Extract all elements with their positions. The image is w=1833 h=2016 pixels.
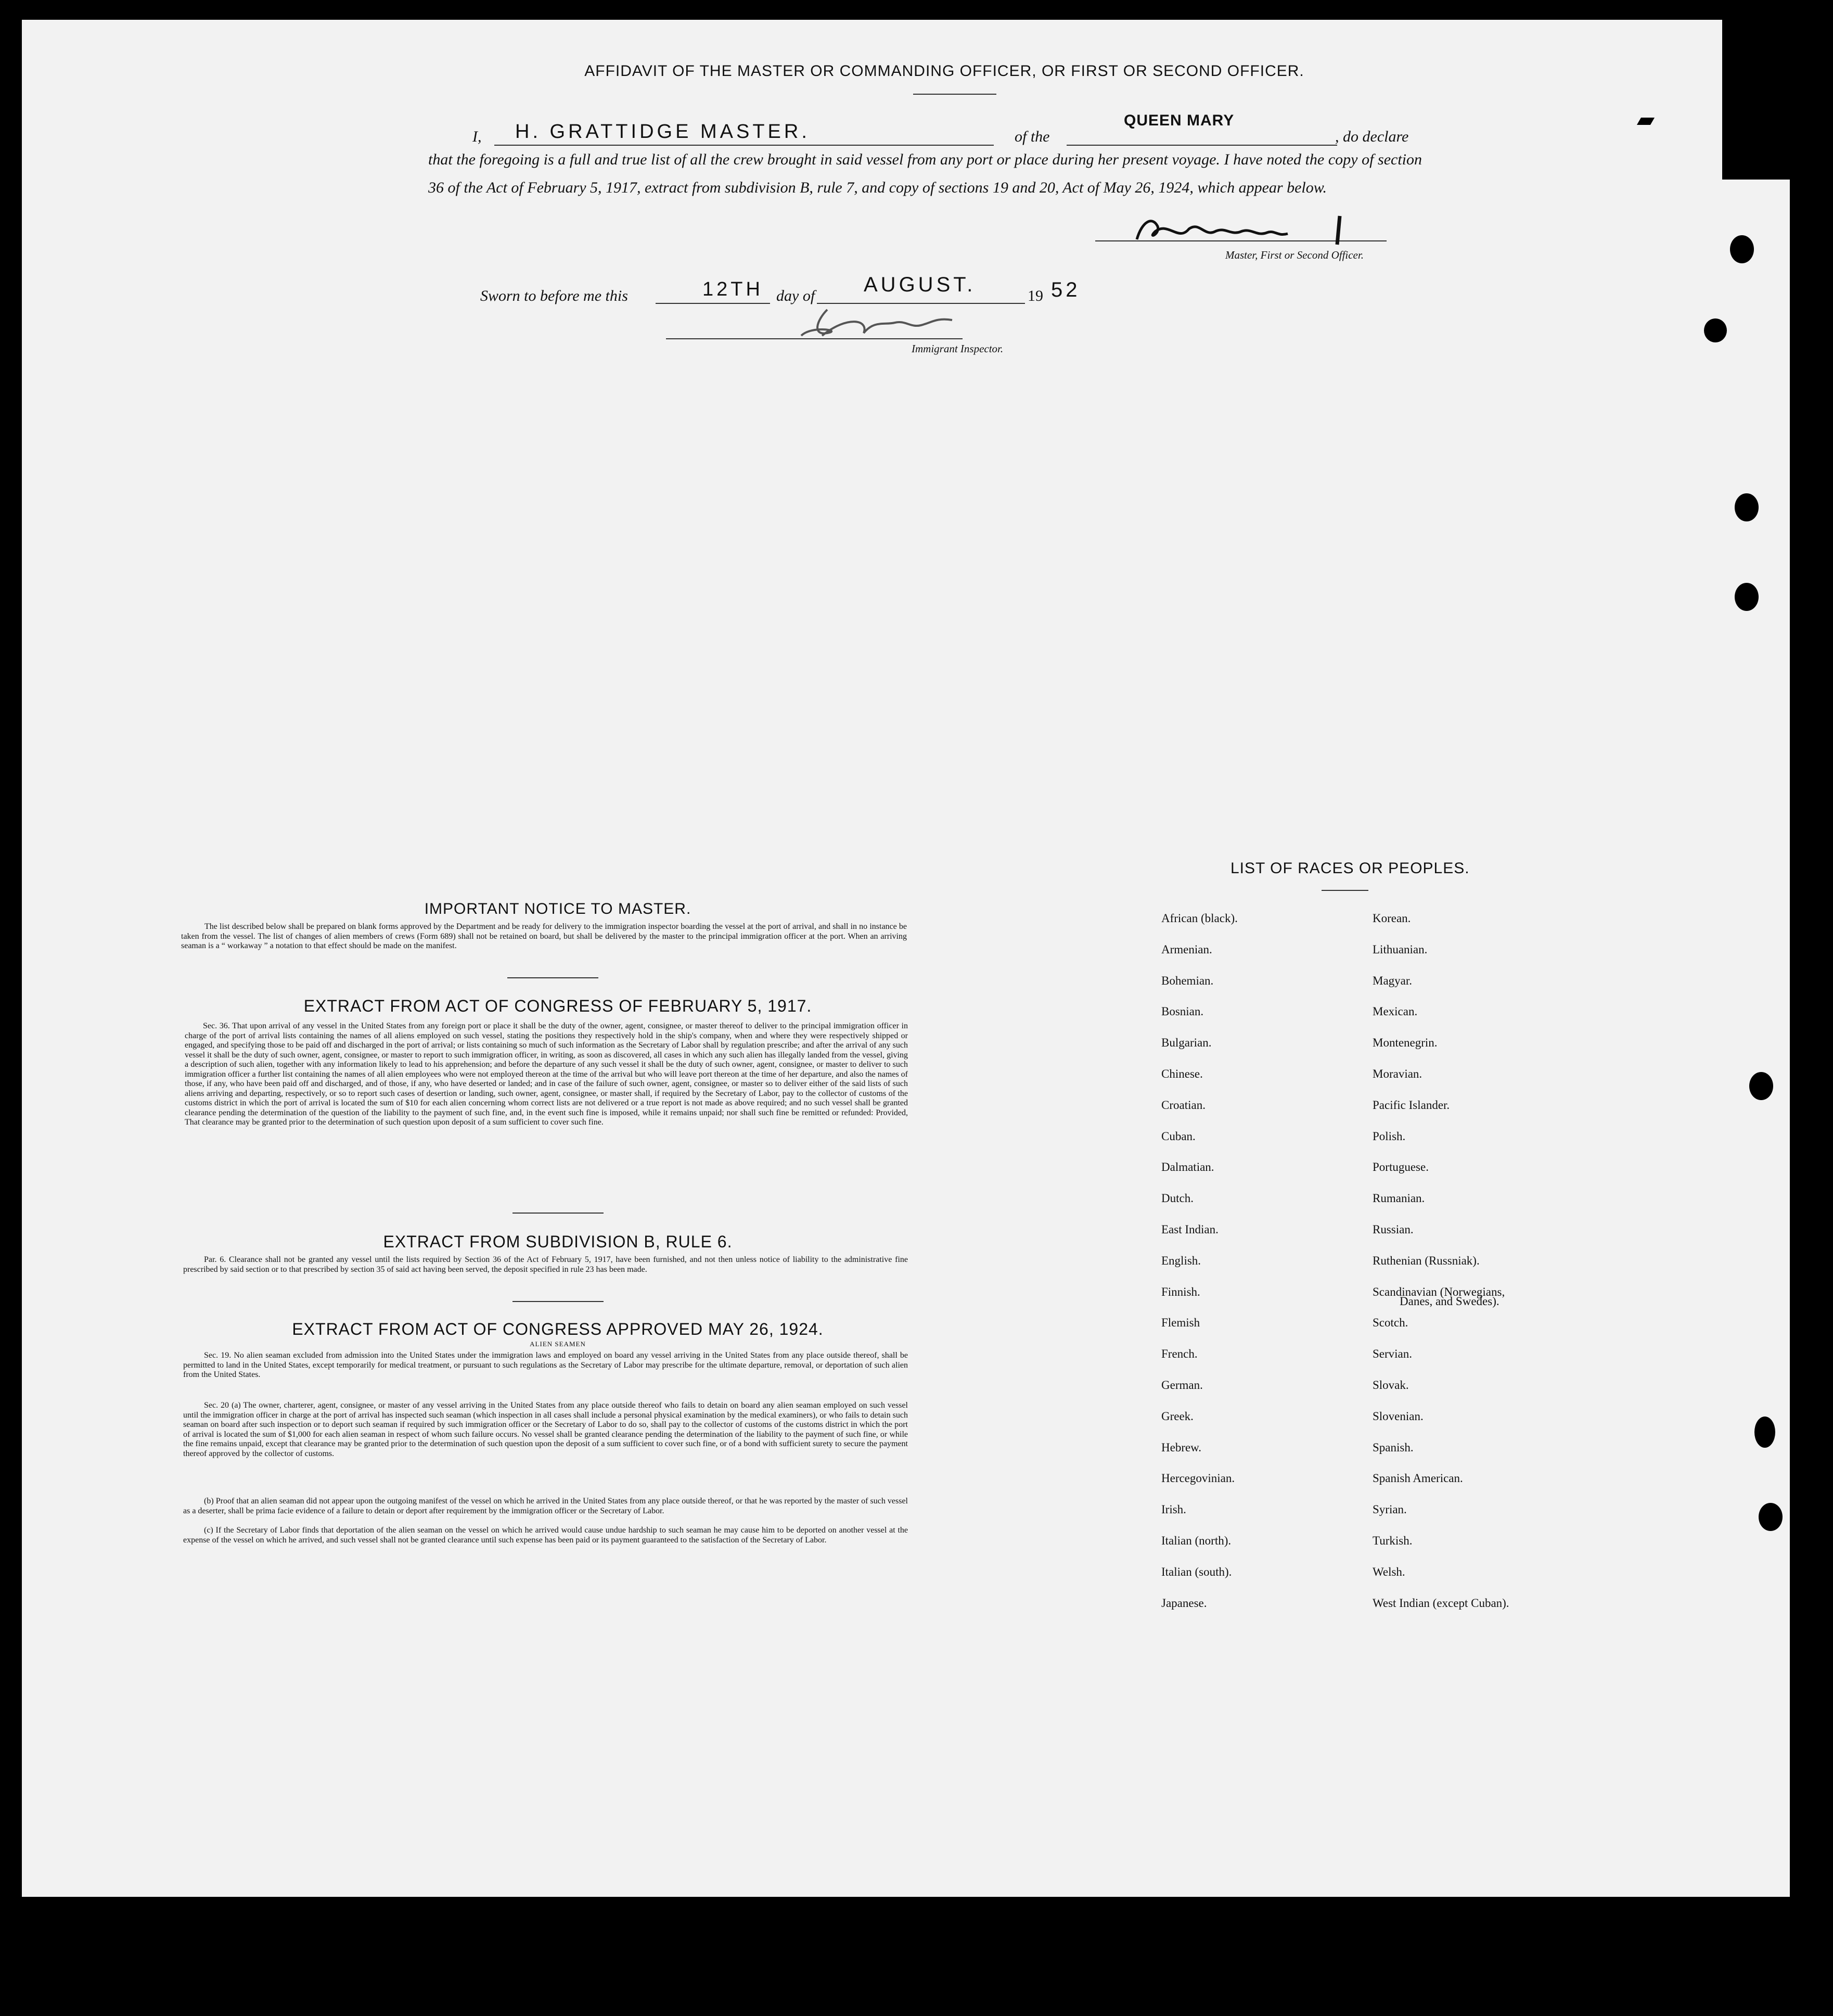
race-item-right: Scandinavian (Norwegians,	[1373, 1285, 1505, 1298]
race-item-right: Syrian.	[1373, 1503, 1407, 1516]
sworn-day: 12TH	[702, 278, 763, 300]
race-item-right: Polish.	[1373, 1129, 1406, 1143]
extract-1917-text: Sec. 36. That upon arrival of any vessel in the United States from any foreign port or place it shall be the duty of the owner, agent, consignee, or master thereof to deliver to the principal immigration officer in charge of the port of arrival lists containing the names of all aliens employed on such vessel, stating the positions they respectively hold in the ship's company, when and where they were respectively shipped or engaged, and specifying those to be paid off and discharged in the port of arrival; or lists containing so much of such information as the Secretary of Labor shall by regulation prescribe; and after the arrival of any such vessel it shall be the duty of such owner, agent, consignee, or master to report to such immigration officer, in writing, as soon as discovered, all cases in which any such alien has illegally landed from the vessel, giving a description of such alien, together with any information likely to lead to his apprehension; and before the departure of any such vessel it shall be the duty of such owner, agent, consignee, or master to deliver to such immigration officer a further list containing the names of all alien employees who were not employed thereon at the time of the arrival but who will leave port thereon at the time of her departure, and also the names of those, if any, who have been paid off and discharged, and of those, if any, who have deserted or landed; and in case of the failure of such owner, agent, consignee, or master so to deliver either of the said lists of such aliens arriving and departing, respectively, or so to report such cases of desertion or landing, such owner, agent, consignee, or master shall, if required by the Secretary of Labor, pay to the collector of customs of the customs district in which the port of arrival is located the sum of $10 for each alien concerning whom correct lists are not delivered or a true report is not made as above required; and no such vessel shall be granted clearance pending the determination of the question of the liability to the payment of such fine, and, in the event such fine is imposed, while it remains unpaid; nor shall such fine be remitted or refunded: Provided, That clearance may be granted prior to the determination of such question upon deposit of a sum sufficient to cover such fine.	[185, 1022, 908, 1127]
affidavit-body: that the foregoing is a full and true list of all the crew brought in said vessel from any port or place during her present voyage. I have noted the copy of section 36 of the Act of February 5, 1917, extract from subdivision B, rule 7, and copy of sections 19 and 20, Act of May 26, 1924, which appear below.	[428, 151, 1422, 196]
race-item-left: Armenian.	[1161, 942, 1212, 956]
subdivision-title: EXTRACT FROM SUBDIVISION B, RULE 6.	[383, 1232, 733, 1251]
sworn-month: AUGUST.	[864, 273, 976, 296]
race-item-right: Pacific Islander.	[1373, 1098, 1450, 1112]
i-label: I,	[472, 128, 482, 145]
race-item-right: Welsh.	[1373, 1565, 1405, 1578]
race-scandinavian-continued: Danes, and Swedes).	[1400, 1295, 1499, 1308]
binder-hole	[1754, 1417, 1775, 1448]
race-item-left: Bosnian.	[1161, 1005, 1204, 1018]
race-item-right: Ruthenian (Russniak).	[1373, 1254, 1480, 1267]
race-item-left: Chinese.	[1161, 1067, 1203, 1080]
race-item-right: Slovak.	[1373, 1379, 1409, 1392]
race-item-left: Dalmatian.	[1161, 1160, 1214, 1174]
race-item-left: Italian (south).	[1161, 1565, 1232, 1578]
race-item-right: Scotch.	[1373, 1316, 1408, 1330]
extract-1917-rule	[512, 1213, 604, 1214]
race-item-left: Dutch.	[1161, 1192, 1194, 1205]
race-item-right: Moravian.	[1373, 1067, 1422, 1080]
day-of-label: day of	[776, 287, 815, 304]
race-item-right: Turkish.	[1373, 1534, 1413, 1547]
do-declare: , do declare	[1335, 128, 1409, 145]
race-item-left: French.	[1161, 1347, 1198, 1361]
race-item-left: English.	[1161, 1254, 1201, 1267]
race-item-left: Japanese.	[1161, 1596, 1207, 1610]
subdivision-rule	[512, 1301, 604, 1302]
race-item-left: Bulgarian.	[1161, 1036, 1212, 1050]
race-item-left: East Indian.	[1161, 1223, 1219, 1236]
race-item-right: Slovenian.	[1373, 1409, 1424, 1423]
race-item-left: Hercegovinian.	[1161, 1472, 1235, 1485]
race-item-right: Spanish American.	[1373, 1472, 1463, 1485]
alien-seamen-subtitle: ALIEN SEAMEN	[530, 1340, 586, 1348]
of-the-label: of the	[1015, 128, 1050, 145]
signature-caption: Master, First or Second Officer.	[1225, 249, 1364, 261]
inspector-caption: Immigrant Inspector.	[912, 342, 1004, 355]
race-item-left: Finnish.	[1161, 1285, 1200, 1298]
subdivision-text: Par. 6. Clearance shall not be granted any vessel until the lists required by Section 36 of the Act of February 5, 1917, have been furnished, and not then unless notice of liability to the administrative fine prescribed by said section or to that prescribed by section 35 of said act having been served, the deposit specified in rule 23 has been made.	[183, 1255, 908, 1274]
sec-20a-text: Sec. 20 (a) The owner, charterer, agent, consignee, or master of any vessel arriving in the United States from any place outside thereof who fails to detain on board any alien seaman employed on such vessel until the immigration officer in charge at the port of arrival has inspected such seaman (which inspection in all cases shall include a personal physical examination by the medical examiners), or who fails to detain such seaman on board after such inspection or to deport such seaman if required by such immigration officer or the Secretary of Labor to do so, shall pay to the collector of customs of the customs district in which the port of arrival is located the sum of $1,000 for each alien seaman in respect of whom such failure occurs. No vessel shall be granted clearance pending the determination of the liability to the payment of such fine, or while the fine remains unpaid, except that clearance may be granted prior to the determination of such question upon the deposit of a sum sufficient to cover such fine, or of a bond with sufficient surety to secure the payment thereof approved by the collector of customs.	[183, 1401, 908, 1458]
inspector-signature	[780, 304, 1020, 343]
vessel-name: QUEEN MARY	[1124, 112, 1235, 129]
race-item-left: Croatian.	[1161, 1098, 1206, 1112]
race-item-left: Cuban.	[1161, 1129, 1196, 1143]
sworn-label: Sworn to before me this	[480, 287, 628, 304]
extract-1924-title: EXTRACT FROM ACT OF CONGRESS APPROVED MAY 26, 1924.	[292, 1320, 824, 1338]
sec-20b-text: (b) Proof that an alien seaman did not appear upon the outgoing manifest of the vessel on which he arrived in the United States from any place outside thereof, or that he was reported by the master of such vessel as a deserter, shall be prima facie evidence of a failure to detain or deport after requirement by the immigration officer or the Secretary of Labor.	[183, 1497, 908, 1515]
month-line	[817, 303, 1025, 304]
binder-hole	[1735, 583, 1759, 611]
day-line	[656, 303, 770, 304]
year-prefix: 19	[1028, 287, 1043, 304]
race-item-right: Montenegrin.	[1373, 1036, 1438, 1050]
race-item-right: Servian.	[1373, 1347, 1413, 1361]
affidavit-title: AFFIDAVIT OF THE MASTER OR COMMANDING OFFICER, OR FIRST OR SECOND OFFICER.	[584, 62, 1304, 80]
notice-rule	[507, 977, 598, 978]
binder-hole	[1730, 235, 1754, 263]
sworn-year: 52	[1051, 278, 1081, 301]
race-item-right: Spanish.	[1373, 1440, 1414, 1454]
binder-hole	[1749, 1072, 1773, 1100]
races-title: LIST OF RACES OR PEOPLES.	[1230, 860, 1470, 877]
race-item-left: Greek.	[1161, 1409, 1194, 1423]
binder-hole	[1735, 493, 1759, 521]
race-item-right: Rumanian.	[1373, 1192, 1425, 1205]
notice-title: IMPORTANT NOTICE TO MASTER.	[424, 900, 691, 917]
race-item-right: Portuguese.	[1373, 1160, 1429, 1174]
race-item-right: Lithuanian.	[1373, 942, 1428, 956]
race-item-left: German.	[1161, 1379, 1203, 1392]
sec-19-text: Sec. 19. No alien seaman excluded from admission into the United States under the immigration laws and employed on board any vessel arriving in the United States from any place outside thereof, shall be permitted to land in the United States, except temporarily for medical treatment, or pursuant to such regulations as the Secretary of Labor may prescribe for the ultimate departure, removal, or deportation of such alien from the United States.	[183, 1351, 908, 1379]
race-item-right: Russian.	[1373, 1223, 1414, 1236]
race-item-left: Hebrew.	[1161, 1440, 1202, 1454]
race-item-left: African (black).	[1161, 912, 1238, 925]
race-item-left: Irish.	[1161, 1503, 1186, 1516]
race-item-right: Korean.	[1373, 912, 1411, 925]
race-item-right: Magyar.	[1373, 974, 1413, 987]
race-item-right: West Indian (except Cuban).	[1373, 1596, 1509, 1610]
extract-1917-title: EXTRACT FROM ACT OF CONGRESS OF FEBRUARY 5, 1917.	[303, 997, 812, 1015]
races-rule	[1322, 890, 1368, 891]
binder-hole	[1759, 1503, 1783, 1531]
race-item-right: Mexican.	[1373, 1005, 1418, 1018]
race-item-left: Bohemian.	[1161, 974, 1214, 987]
master-name: H. GRATTIDGE MASTER.	[515, 121, 810, 143]
notice-text: The list described below shall be prepared on blank forms approved by the Department and be ready for delivery to the immigration inspector boarding the vessel at the port of arrival, and shall in no instance be taken from the vessel. The list of changes of alien members of crews (Form 689) shall not be retained on board, but shall be delivered by the master to the principal immigration officer at the port. When an arriving seaman is a “ workaway ” a notation to that effect should be made on the manifest.	[181, 922, 907, 950]
binder-hole	[1704, 318, 1727, 342]
title-rule	[913, 94, 996, 95]
master-signature	[1132, 211, 1361, 247]
race-item-left: Flemish	[1161, 1316, 1200, 1330]
race-item-left: Italian (north).	[1161, 1534, 1232, 1547]
sec-20c-text: (c) If the Secretary of Labor finds that deportation of the alien seaman on the vessel on which he arrived would cause undue hardship to such seaman he may cause him to be deported on another vessel at the expense of the vessel on which he arrived, and such vessel shall not be granted clearance until such expense has been paid or its payment guaranteed to the satisfaction of the Secretary of Labor.	[183, 1526, 908, 1545]
